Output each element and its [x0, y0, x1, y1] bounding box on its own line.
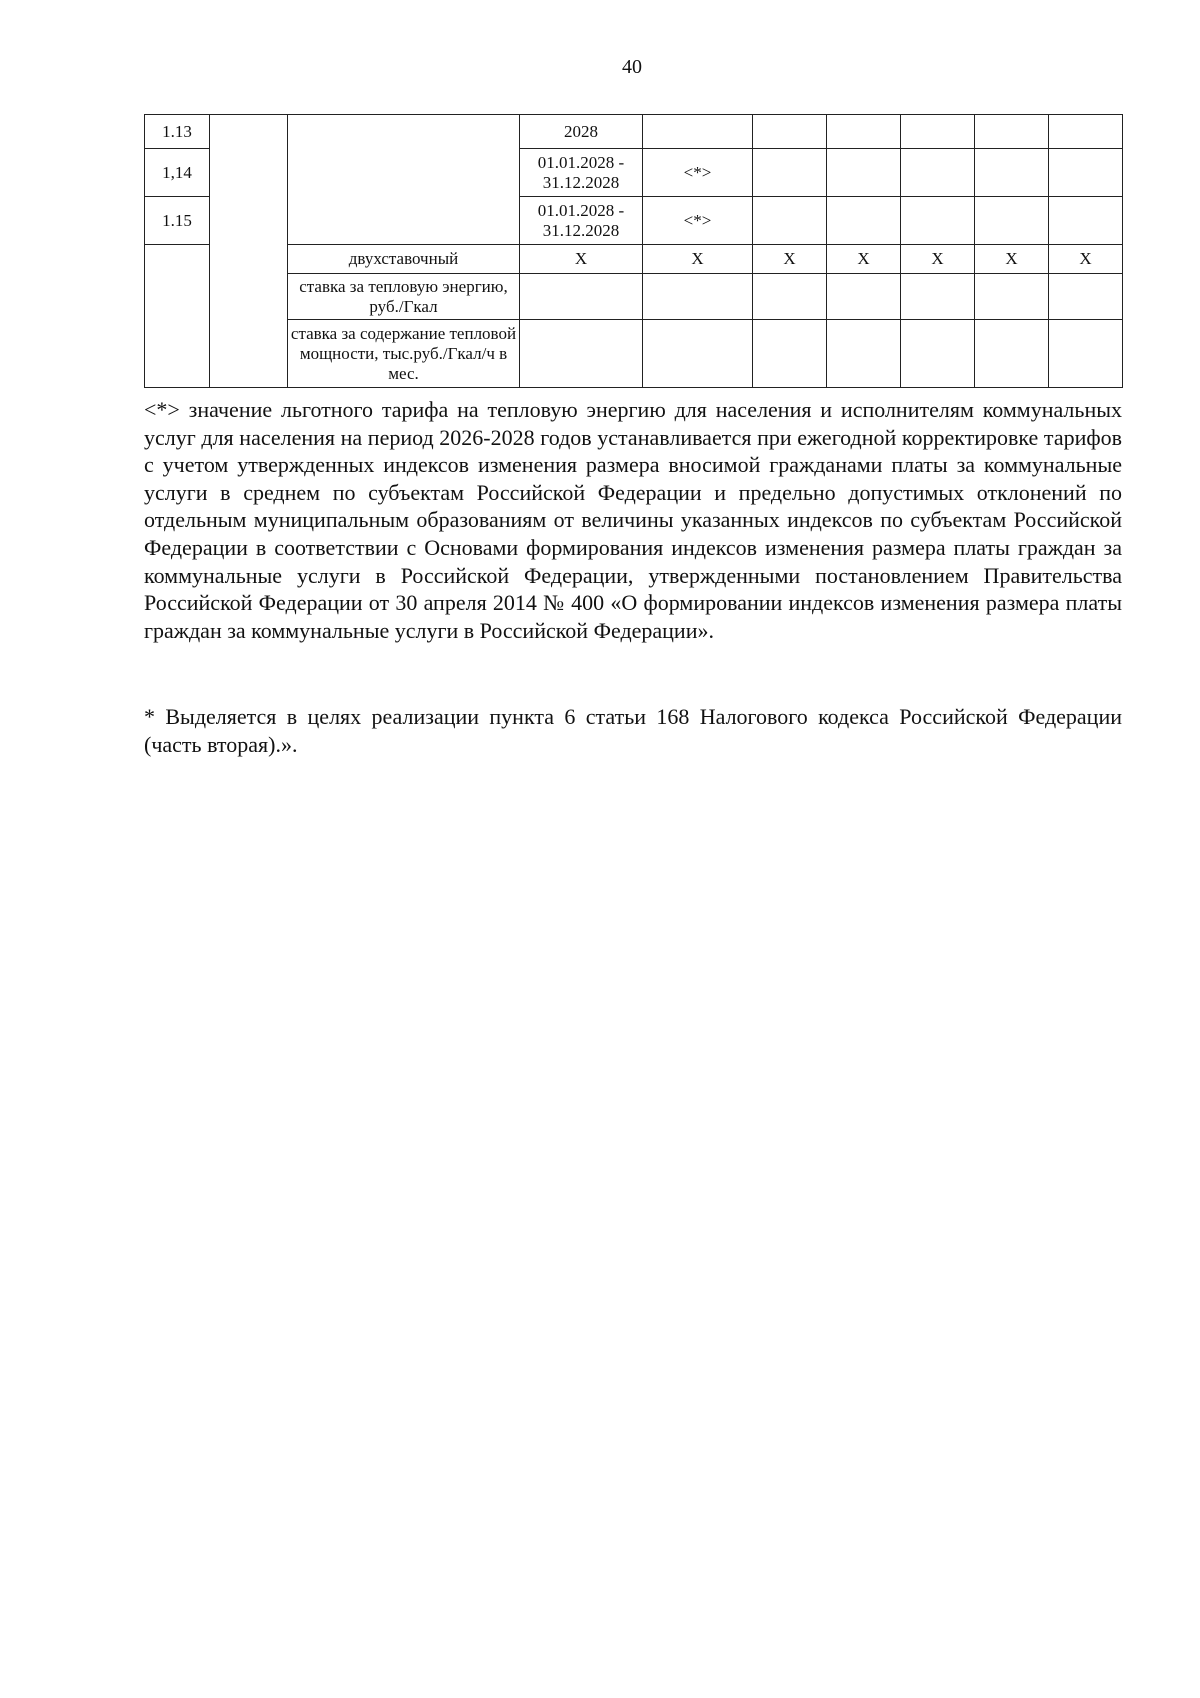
- empty-cell: [827, 115, 901, 149]
- x-mark: X: [975, 245, 1049, 274]
- empty-cell: [1049, 197, 1123, 245]
- period-cell: 01.01.2028 - 31.12.2028: [520, 197, 643, 245]
- empty-cell: [1049, 274, 1123, 320]
- table-row: [145, 115, 1123, 149]
- empty-cell: [827, 320, 901, 388]
- period-cell: 01.01.2028 - 31.12.2028: [520, 149, 643, 197]
- footnote-asterisk: * Выделяется в целях реализации пункта 6 статьи 168 Налогового кодекса Российской Федерации (часть вторая).».: [144, 704, 1122, 757]
- row-number: 1.15: [145, 197, 210, 245]
- value-cell: <*>: [643, 149, 753, 197]
- empty-cell: [827, 197, 901, 245]
- empty-cell: [753, 115, 827, 149]
- row-number: 1.13: [145, 115, 210, 149]
- empty-cell: [975, 320, 1049, 388]
- empty-cell: [975, 197, 1049, 245]
- empty-cell: [753, 149, 827, 197]
- period-cell: 2028: [520, 115, 643, 149]
- rate-energy-label: ставка за тепловую энергию, руб./Гкал: [288, 274, 520, 320]
- empty-cell: [753, 320, 827, 388]
- empty-cell: [975, 149, 1049, 197]
- empty-cell: [901, 320, 975, 388]
- empty-cell: [1049, 149, 1123, 197]
- empty-cell: [520, 274, 643, 320]
- page-number: 40: [622, 56, 642, 78]
- x-mark: X: [643, 245, 753, 274]
- rate-capacity-label: ставка за содержание тепловой мощности, тыс.руб./Гкал/ч в мес.: [288, 320, 520, 388]
- empty-cell: [520, 320, 643, 388]
- tariff-table: [144, 114, 1123, 388]
- empty-cell: [975, 115, 1049, 149]
- empty-cell: [753, 197, 827, 245]
- empty-cell: [901, 274, 975, 320]
- empty-cell: [1049, 320, 1123, 388]
- x-mark: X: [901, 245, 975, 274]
- empty-cell: [901, 115, 975, 149]
- value-cell: <*>: [643, 197, 753, 245]
- table-row: [145, 320, 1123, 388]
- value-cell: [643, 115, 753, 149]
- empty-cell: [1049, 115, 1123, 149]
- table-row: [145, 245, 1123, 274]
- empty-cell: [145, 245, 210, 388]
- x-mark: X: [753, 245, 827, 274]
- empty-cell: [643, 320, 753, 388]
- empty-cell: [288, 115, 520, 245]
- x-mark: X: [827, 245, 901, 274]
- empty-cell: [901, 149, 975, 197]
- footnote-star-tag: <*> значение льготного тарифа на тепловую энергию для населения и исполнителям коммунальных услуг для населения на период 2026-2028 годов устанавливается при ежегодной корректировке тарифов с учетом утвержденных индексов изменения размера вносимой гражданами платы за коммунальные услуги в среднем по субъектам Российской Федерации и предельно допустимых отклонений по отдельным муниципальным образованиям от величины указанных индексов по субъектам Российской Федерации в соответствии с Основами формирования индексов изменения размера платы граждан за коммунальные услуги в Российской Федерации, утвержденными постановлением Правительства Российской Федерации от 30 апреля 2014 № 400 «О формировании индексов изменения размера платы граждан за коммунальные услуги в Российской Федерации».: [144, 397, 1122, 643]
- x-mark: X: [1049, 245, 1123, 274]
- empty-cell: [901, 197, 975, 245]
- two-part-tariff-label: двухставочный: [288, 245, 520, 274]
- empty-cell: [827, 149, 901, 197]
- table-row: [145, 274, 1123, 320]
- empty-cell: [643, 274, 753, 320]
- x-mark: X: [520, 245, 643, 274]
- empty-cell: [827, 274, 901, 320]
- empty-cell: [975, 274, 1049, 320]
- row-number: 1,14: [145, 149, 210, 197]
- empty-cell: [753, 274, 827, 320]
- empty-cell: [210, 115, 288, 388]
